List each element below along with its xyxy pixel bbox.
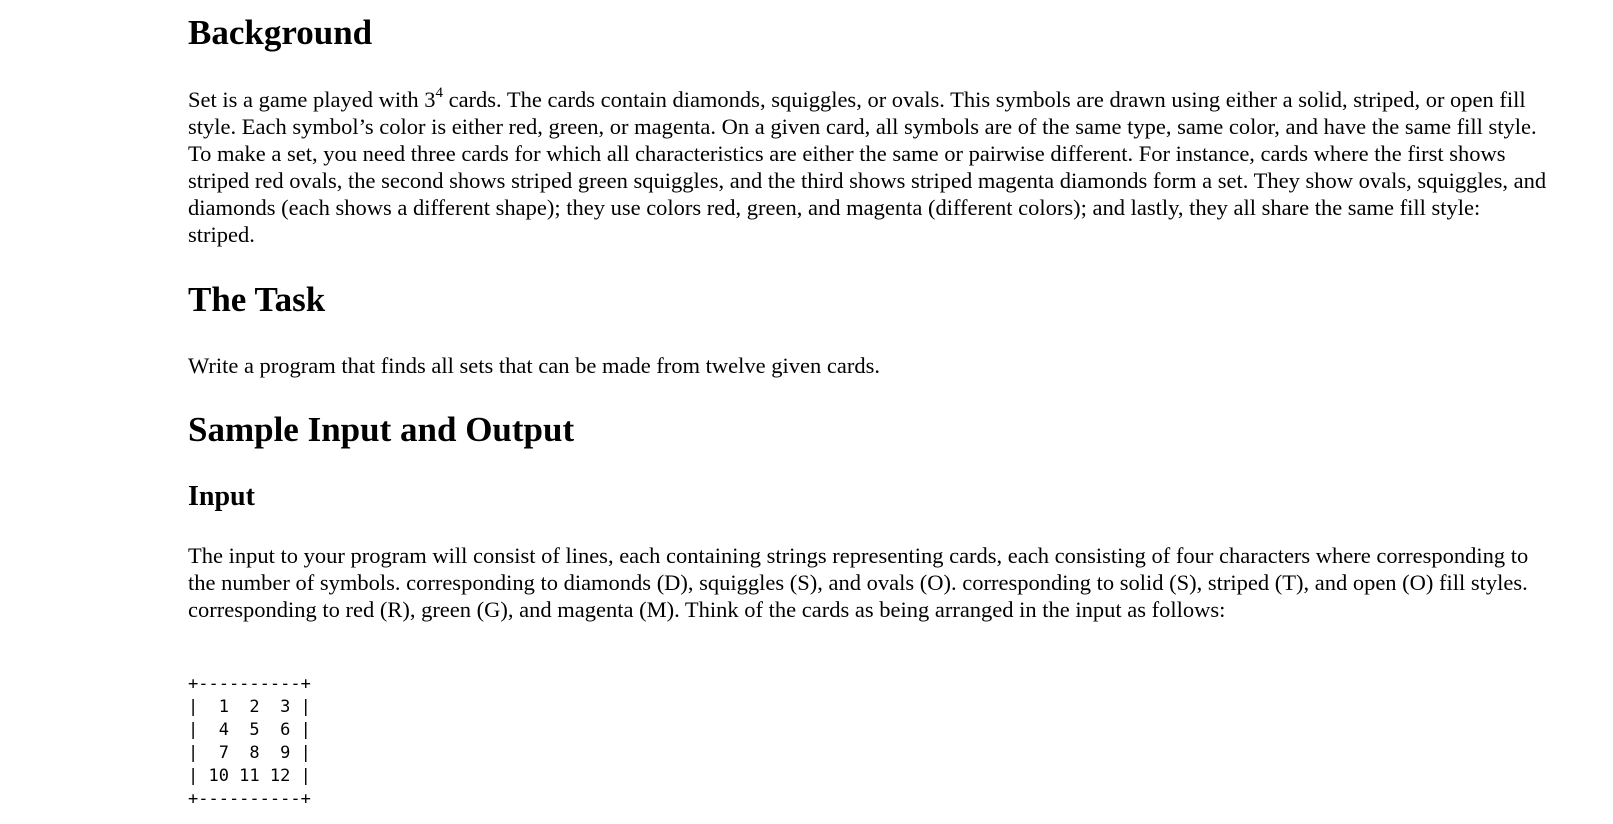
background-text-start: Set is a game played with [188,87,425,112]
input-paragraph: The input to your program will consist of lines, each containing strings representing cards, each consisting of four characters where corresponding to the number of symbols. corresponding to diamonds (D), squiggles (S), and ovals (O). corresponding to solid (S), striped (T), and open (O) fill styles. corresponding to red (R), green (G), and magenta (M). Think of the cards as being arranged in the input as follows: [188,543,1529,622]
sample-io-heading: Sample Input and Output [188,410,575,449]
background-heading: Background [188,13,373,52]
task-paragraph: Write a program that finds all sets that can be made from twelve given cards. [188,353,880,378]
background-paragraph [188,86,1548,248]
input-heading: Input [188,481,255,512]
card-arrangement-grid: +----------+ | 1 2 3 | | 4 5 6 | | 7 8 9 | | 10 11 12 | +----------+ [188,674,311,809]
background-text-rest: cards. The cards contain diamonds, squiggles, or ovals. This symbols are drawn using either a solid, striped, or open fill style. Each symbol’s color is either red, green, or magenta. On a given card, all symbols are of the same type, same color, and have the same fill style. To make a set, you need three cards for which all characteristics are either the same or pairwise different. For instance, cards where the first shows striped red ovals, the second shows striped green squiggles, and the third shows striped magenta diamonds form a set. They show ovals, squiggles, and diamonds (each shows a different shape); they use colors red, green, and magenta (different colors); and lastly, they all share the same fill style: striped. [188,87,1547,247]
power-base: 3 [424,87,436,112]
task-heading: The Task [188,280,326,319]
power-exponent: 4 [435,84,443,101]
